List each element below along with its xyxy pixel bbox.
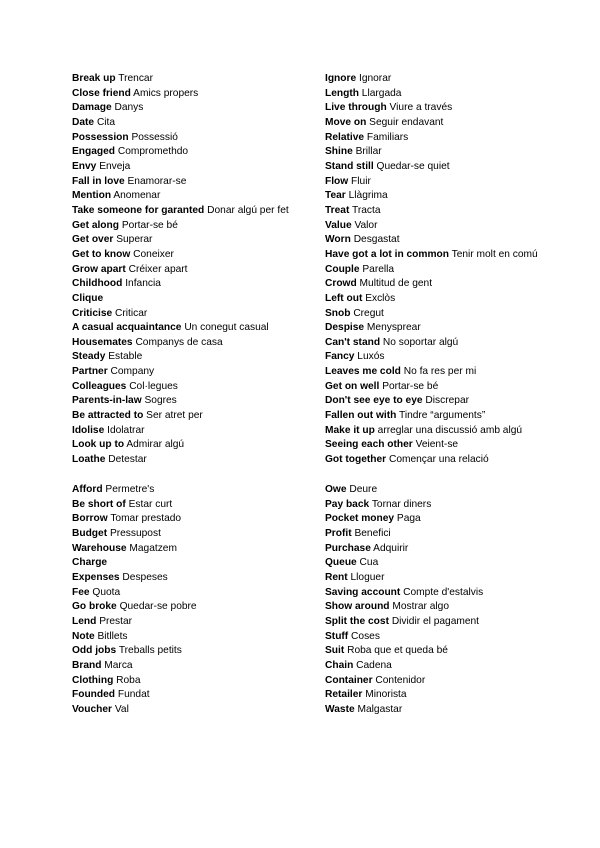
- vocab-term: Rent: [325, 571, 348, 583]
- vocab-term: Close friend: [72, 87, 131, 99]
- vocab-term: Afford: [72, 484, 103, 495]
- vocab-term: Clique: [72, 292, 104, 304]
- vocab-term: Housemates: [72, 336, 133, 348]
- vocab-entry: [72, 219, 342, 234]
- vocab-term: Get over: [72, 234, 114, 246]
- vocab-term: Fall in love: [72, 175, 125, 187]
- vocab-term: Profit: [325, 527, 352, 539]
- vocab-term: Be attracted to: [72, 410, 144, 422]
- vocab-term: Engaged: [72, 146, 116, 158]
- vocab-term: Ignore: [325, 73, 357, 84]
- vocab-term: Live through: [325, 102, 387, 114]
- vocab-translation: Marca: [104, 659, 133, 671]
- vocab-entry: [72, 438, 342, 453]
- vocab-term: Pocket money: [325, 513, 395, 525]
- vocab-entry: [72, 160, 342, 175]
- vocab-term: Owe: [325, 484, 347, 495]
- vocab-entry: [72, 175, 342, 190]
- vocab-translation: Lloguer: [350, 571, 385, 583]
- vocab-translation: Multitud de gent: [359, 278, 433, 290]
- vocab-translation: Tomar prestado: [110, 513, 182, 525]
- vocab-term: Make it up: [325, 424, 375, 436]
- vocab-translation: Danys: [114, 102, 144, 114]
- vocab-translation: Veient-se: [415, 439, 459, 451]
- vocab-term: Got together: [325, 454, 387, 466]
- vocab-term: Budget: [72, 527, 108, 539]
- vocab-entry: [325, 424, 595, 439]
- vocab-term: Expenses: [72, 571, 120, 583]
- vocab-entry: [72, 248, 342, 263]
- vocab-entry: [72, 380, 342, 395]
- vocab-term: Don't see eye to eye: [325, 395, 423, 407]
- vocab-entry: [325, 409, 595, 424]
- vocab-entry: [325, 116, 595, 131]
- vocab-entry: [72, 204, 342, 219]
- vocab-translation: Portar-se bé: [382, 380, 439, 392]
- vocab-entry: [325, 189, 595, 204]
- vocab-entry: [325, 674, 595, 689]
- vocab-entry: [72, 483, 342, 498]
- vocab-entry: [325, 101, 595, 116]
- vocab-term: Despise: [325, 322, 365, 334]
- vocab-translation: Llàgrima: [348, 190, 388, 202]
- vocab-translation: Minorista: [365, 689, 407, 701]
- vocab-translation: Coneixer: [133, 248, 174, 260]
- vocab-translation: Menysprear: [366, 322, 421, 334]
- vocab-translation: Criticar: [115, 307, 148, 319]
- vocab-entry: [72, 72, 342, 87]
- vocab-entry: [325, 145, 595, 160]
- vocab-translation: Compte d'estalvis: [403, 586, 484, 598]
- vocab-translation: Parella: [362, 263, 395, 275]
- vocab-entry: [325, 630, 595, 645]
- vocab-translation: Enamorar-se: [127, 175, 187, 187]
- vocab-entry: [325, 600, 595, 615]
- vocab-entry: [325, 131, 595, 146]
- vocab-column-right-relationships: [325, 72, 595, 468]
- vocab-entry: [325, 233, 595, 248]
- vocab-entry: [325, 277, 595, 292]
- vocab-translation: Roba: [116, 674, 141, 686]
- vocab-entry: [325, 644, 595, 659]
- vocab-entry: [72, 571, 342, 586]
- vocab-entry: [72, 644, 345, 659]
- vocab-translation: Infancia: [125, 278, 161, 290]
- vocab-entry: [325, 498, 595, 513]
- vocab-entry: [325, 72, 595, 87]
- vocab-term: Founded: [72, 689, 116, 701]
- vocab-translation: No fa res per mi: [403, 366, 477, 378]
- vocab-entry: [72, 409, 342, 424]
- vocab-entry: [325, 248, 595, 263]
- vocab-translation: Exclòs: [365, 292, 396, 304]
- vocab-entry: [325, 542, 595, 557]
- vocab-translation: Val: [114, 703, 129, 715]
- vocab-entry: [72, 556, 342, 571]
- vocab-translation: Luxós: [357, 351, 385, 363]
- vocab-translation: Un conegut casual: [184, 322, 269, 334]
- vocab-term: Saving account: [325, 586, 401, 598]
- vocab-term: Container: [325, 674, 373, 686]
- vocab-term: Worn: [325, 234, 351, 246]
- vocab-translation: Trencar: [118, 73, 153, 84]
- vocab-translation: Tornar diners: [371, 498, 432, 510]
- vocab-entry: [325, 688, 595, 703]
- vocab-term: A casual acquaintance: [72, 322, 182, 334]
- vocab-translation: Créixer apart: [128, 263, 188, 275]
- vocab-term: Fee: [72, 586, 90, 598]
- vocab-translation: Començar una relació: [388, 454, 489, 466]
- vocab-entry: [325, 380, 595, 395]
- vocab-entry: [72, 321, 342, 336]
- vocab-entry: [72, 659, 342, 674]
- vocab-term: Treat: [325, 204, 350, 216]
- vocab-entry: [72, 263, 342, 278]
- vocab-entry: [325, 394, 595, 409]
- vocab-entry: [72, 703, 342, 718]
- vocab-translation: Tindre “arguments”: [398, 410, 486, 422]
- vocab-term: Queue: [325, 557, 357, 569]
- vocab-translation: Paga: [396, 513, 421, 525]
- vocab-entry: [325, 307, 595, 322]
- vocab-translation: Ser atret per: [146, 410, 203, 422]
- vocab-term: Colleagues: [72, 380, 127, 392]
- vocab-entry: [72, 394, 342, 409]
- vocab-translation: Cua: [359, 557, 379, 569]
- vocab-translation: Portar-se bé: [121, 219, 178, 231]
- vocab-entry: [72, 336, 342, 351]
- vocab-term: Warehouse: [72, 542, 127, 554]
- vocab-entry: [72, 87, 342, 102]
- vocab-term: Split the cost: [325, 615, 389, 627]
- vocab-translation: Benefici: [354, 527, 391, 539]
- vocab-term: Can't stand: [325, 336, 381, 348]
- vocab-term: Seeing each other: [325, 439, 413, 451]
- vocab-translation: Fluir: [351, 175, 371, 187]
- vocab-translation: Cregut: [353, 307, 384, 319]
- vocab-term: Purchase: [325, 542, 371, 554]
- vocab-translation: Coses: [351, 630, 380, 642]
- vocab-entry: [72, 424, 342, 439]
- vocab-entry: [325, 556, 595, 571]
- vocab-entry: [72, 233, 342, 248]
- vocab-translation: Bitllets: [97, 630, 128, 642]
- vocab-term: Move on: [325, 116, 367, 128]
- vocab-entry: [72, 365, 342, 380]
- vocab-entry: [72, 292, 342, 307]
- vocab-term: Date: [72, 116, 95, 128]
- vocab-term: Value: [325, 219, 352, 231]
- vocab-term: Show around: [325, 601, 390, 613]
- vocab-entry: [72, 630, 342, 645]
- vocab-translation: Ignorar: [358, 73, 392, 84]
- vocab-translation: Estar curt: [128, 498, 173, 510]
- vocab-term: Odd jobs: [72, 645, 117, 657]
- vocab-translation: Fundat: [117, 689, 150, 701]
- vocab-entry: [325, 219, 595, 234]
- vocab-term: Get to know: [72, 248, 131, 260]
- vocab-term: Stuff: [325, 630, 349, 642]
- vocab-term: Tear: [325, 190, 346, 202]
- vocab-entry: [72, 307, 342, 322]
- vocab-entry: [325, 321, 595, 336]
- vocab-entry: [325, 175, 595, 190]
- vocab-translation: Possessió: [131, 131, 178, 143]
- vocab-term: Possession: [72, 131, 129, 143]
- vocab-translation: Magatzem: [129, 542, 177, 554]
- vocab-translation: Company: [110, 366, 155, 378]
- vocab-translation: Quedar-se quiet: [376, 160, 450, 172]
- vocab-translation: Malgastar: [357, 703, 403, 715]
- vocab-term: Voucher: [72, 703, 113, 715]
- vocab-entry: [325, 438, 595, 453]
- vocab-entry: [72, 615, 342, 630]
- vocab-translation: Mostrar algo: [392, 601, 449, 613]
- vocab-term: Idolise: [72, 424, 105, 436]
- vocab-term: Mention: [72, 190, 112, 202]
- vocab-entry: [325, 336, 595, 351]
- vocab-translation: Enveja: [99, 160, 131, 172]
- vocab-entry: [325, 512, 595, 527]
- vocab-entry: [72, 498, 342, 513]
- vocab-entry: [72, 453, 342, 468]
- vocab-term: Grow apart: [72, 263, 126, 275]
- vocab-term: Go broke: [72, 601, 117, 613]
- vocab-term: Flow: [325, 175, 349, 187]
- vocab-entry: [325, 483, 595, 498]
- vocab-translation: Col·legues: [129, 380, 178, 392]
- vocab-translation: Compromethdo: [117, 146, 189, 158]
- vocab-term: Steady: [72, 351, 106, 363]
- vocab-term: Brand: [72, 659, 102, 671]
- vocab-translation: Sogres: [144, 395, 177, 407]
- vocab-term: Have got a lot in common: [325, 248, 449, 260]
- vocab-translation: Treballs petits: [118, 645, 182, 657]
- vocab-term: Suit: [325, 645, 345, 657]
- vocab-translation: Roba que et queda bé: [347, 645, 448, 657]
- vocab-entry: [325, 292, 595, 307]
- vocab-term: Relative: [325, 131, 365, 143]
- vocab-term: Get along: [72, 219, 119, 231]
- vocab-translation: Quota: [92, 586, 121, 598]
- vocab-term: Shine: [325, 146, 353, 158]
- vocab-translation: Brillar: [355, 146, 382, 158]
- vocab-term: Damage: [72, 102, 112, 114]
- vocab-term: Clothing: [72, 674, 114, 686]
- vocab-term: Childhood: [72, 278, 123, 290]
- vocab-translation: Despeses: [122, 571, 168, 583]
- vocab-entry: [72, 350, 342, 365]
- vocab-entry: [72, 586, 342, 601]
- vocab-entry: [72, 131, 342, 146]
- vocab-entry: [72, 116, 342, 131]
- vocab-translation: Discrepar: [425, 395, 469, 407]
- vocab-translation: Detestar: [108, 454, 147, 466]
- vocab-translation: Anomenar: [113, 190, 161, 202]
- vocab-entry: [72, 512, 342, 527]
- vocab-translation: Deure: [349, 484, 378, 495]
- vocab-term: Look up to: [72, 439, 125, 451]
- vocab-translation: Tracta: [352, 204, 381, 216]
- vocab-term: Pay back: [325, 498, 370, 510]
- vocab-translation: Cita: [96, 116, 116, 128]
- vocab-term: Stand still: [325, 160, 374, 172]
- vocab-entry: [72, 189, 342, 204]
- vocab-term: Note: [72, 630, 95, 642]
- vocab-term: Snob: [325, 307, 351, 319]
- vocab-term: Charge: [72, 557, 108, 569]
- vocab-entry: [325, 453, 595, 468]
- vocab-translation: Donar algú per fet: [207, 204, 289, 216]
- vocab-translation: Dividir el pagament: [391, 615, 480, 627]
- vocab-term: Length: [325, 87, 359, 99]
- vocab-translation: Amics propers: [133, 87, 199, 99]
- vocab-entry: [72, 542, 342, 557]
- vocab-translation: Desgastat: [353, 234, 400, 246]
- vocab-translation: Idolatrar: [107, 424, 145, 436]
- vocab-translation: Valor: [354, 219, 378, 231]
- vocab-translation: Llargada: [361, 87, 402, 99]
- vocab-entry: [72, 674, 342, 689]
- vocab-term: Take someone for garanted: [72, 204, 205, 216]
- vocab-entry: [325, 365, 595, 380]
- vocab-entry: [72, 527, 342, 542]
- vocab-term: Parents-in-law: [72, 395, 142, 407]
- vocab-term: Left out: [325, 292, 363, 304]
- vocab-translation: Adquirir: [373, 542, 409, 554]
- vocab-term: Criticise: [72, 307, 113, 319]
- vocab-term: Borrow: [72, 513, 108, 525]
- vocab-translation: Estable: [108, 351, 143, 363]
- vocab-translation: Familiars: [366, 131, 409, 143]
- vocab-term: Lend: [72, 615, 97, 627]
- vocab-term: Loathe: [72, 454, 106, 466]
- vocab-translation: Seguir endavant: [369, 116, 444, 128]
- vocab-entry: [72, 145, 342, 160]
- vocab-entry: [72, 277, 342, 292]
- vocab-term: Crowd: [325, 278, 357, 290]
- vocab-entry: [325, 659, 595, 674]
- vocab-translation: arreglar una discussió amb algú: [377, 424, 523, 436]
- vocab-translation: Contenidor: [375, 674, 426, 686]
- vocab-translation: Prestar: [99, 615, 133, 627]
- vocab-term: Fancy: [325, 351, 355, 363]
- vocab-translation: Companys de casa: [135, 336, 223, 348]
- vocab-translation: Tenir molt en comú: [451, 248, 538, 260]
- vocab-entry: [72, 688, 342, 703]
- vocab-entry: [325, 350, 595, 365]
- vocab-entry: [325, 527, 595, 542]
- vocab-entry: [325, 586, 595, 601]
- vocab-column-left-relationships: [72, 72, 342, 468]
- vocab-term: Be short of: [72, 498, 126, 510]
- vocab-entry: [325, 263, 595, 278]
- vocab-entry: [325, 160, 595, 175]
- vocab-entry: [325, 87, 595, 102]
- vocab-entry: [325, 204, 595, 219]
- vocab-term: Fallen out with: [325, 410, 397, 422]
- vocab-entry: [325, 571, 595, 586]
- vocab-term: Chain: [325, 659, 354, 671]
- vocab-entry: [325, 703, 595, 718]
- vocab-term: Partner: [72, 366, 108, 378]
- vocab-translation: Permetre's: [105, 484, 155, 495]
- vocab-translation: Pressupost: [109, 527, 161, 539]
- vocab-term: Leaves me cold: [325, 366, 401, 378]
- vocab-translation: Viure a través: [389, 102, 453, 114]
- vocab-term: Retailer: [325, 689, 363, 701]
- vocab-entry: [325, 615, 595, 630]
- vocab-translation: Cadena: [356, 659, 392, 671]
- vocab-term: Break up: [72, 73, 116, 84]
- vocab-term: Couple: [325, 263, 360, 275]
- vocab-column-right-money: [325, 483, 595, 718]
- vocab-translation: Admirar algú: [126, 439, 185, 451]
- vocab-translation: No soportar algú: [382, 336, 459, 348]
- vocab-translation: Superar: [116, 234, 153, 246]
- vocab-entry: [72, 600, 342, 615]
- vocab-translation: Quedar-se pobre: [119, 601, 197, 613]
- vocab-term: Envy: [72, 160, 97, 172]
- vocab-term: Get on well: [325, 380, 380, 392]
- vocab-entry: [72, 101, 342, 116]
- vocab-term: Waste: [325, 703, 355, 715]
